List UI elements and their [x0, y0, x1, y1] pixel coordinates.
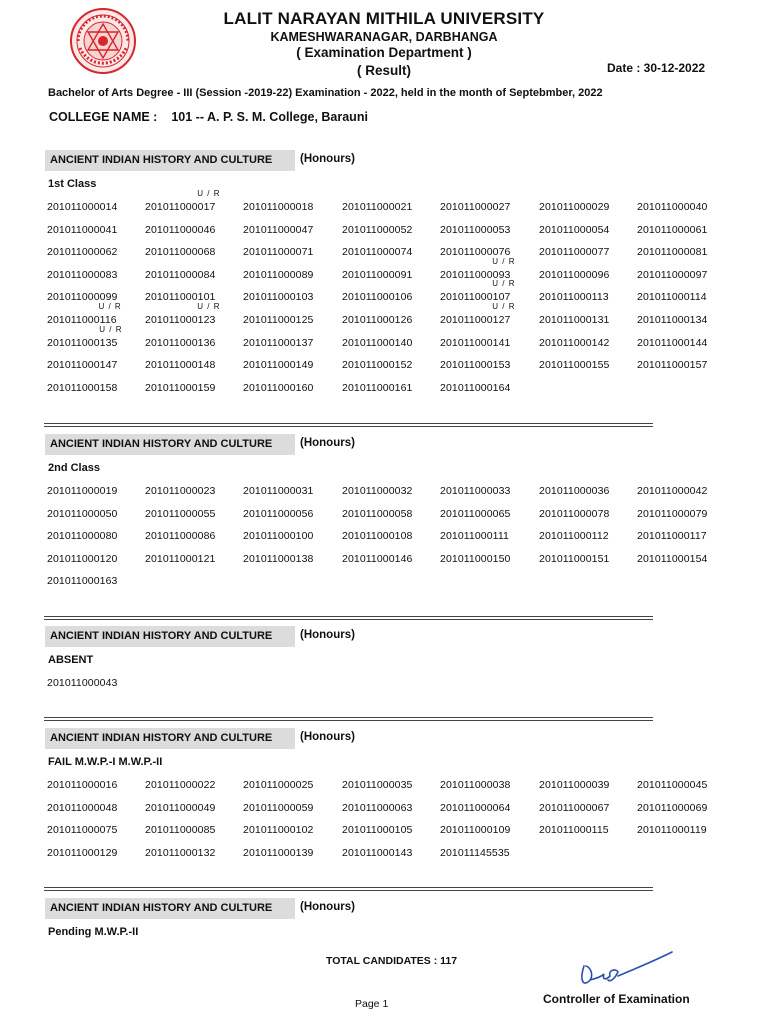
roll-number: [145, 224, 216, 236]
roll-number-text: 201011000147: [47, 359, 118, 372]
roll-number-text: 201011000058: [342, 507, 413, 520]
roll-number-text: 201011000047: [243, 223, 314, 236]
roll-number: [342, 847, 413, 859]
roll-number-text: 201011000154: [637, 552, 708, 565]
roll-number-text: 201011000052: [342, 223, 413, 236]
roll-number-text: 201011000050: [47, 507, 118, 520]
roll-number-text: 201011000120: [47, 552, 118, 565]
roll-number: [47, 382, 118, 394]
roll-number-text: 201011000161: [342, 381, 413, 394]
ur-mark: U / R: [492, 302, 516, 311]
roll-number-text: 201011000022: [145, 779, 216, 791]
roll-number: [637, 553, 708, 565]
roll-number: [342, 485, 413, 497]
roll-number: [145, 779, 216, 791]
roll-number-text: 201011000108: [342, 530, 413, 543]
roll-number-text: 201011000021: [342, 201, 413, 213]
roll-number-text: 201011000055: [145, 507, 216, 520]
roll-number-text: 201011000103: [243, 291, 314, 304]
roll-number-text: 201011000127: [440, 314, 511, 326]
roll-number-text: 201011000140: [342, 336, 413, 349]
roll-number-text: 201011000121: [145, 552, 216, 565]
roll-number: [637, 508, 708, 520]
roll-number-text: 201011000080: [47, 530, 118, 543]
roll-number: [342, 382, 413, 394]
roll-number: [539, 530, 609, 542]
section-subject-header: [45, 626, 295, 647]
roll-number-text: 201011000114: [637, 291, 707, 304]
roll-number-text: 201011000049: [145, 801, 216, 814]
roll-number: [342, 530, 413, 542]
roll-number-text: 201011000153: [440, 359, 511, 372]
roll-number: [440, 359, 511, 371]
roll-number-text: 201011000151: [539, 552, 610, 565]
roll-number: [47, 824, 118, 836]
roll-number: [342, 269, 413, 281]
roll-number-text: 201011000085: [145, 824, 216, 837]
roll-number-text: 201011000105: [342, 824, 413, 837]
roll-number-text: 201011000038: [440, 779, 511, 791]
page-number: Page 1: [355, 998, 389, 1010]
roll-number: [539, 779, 610, 791]
roll-number: [539, 314, 610, 326]
roll-number-text: 201011000056: [243, 507, 314, 520]
roll-number: [47, 802, 118, 814]
roll-number-text: 201011000079: [637, 507, 708, 520]
section-type: (Honours): [300, 437, 355, 449]
roll-number-text: 201011000054: [539, 223, 610, 236]
section-category: ABSENT: [48, 654, 94, 666]
roll-number: [243, 337, 314, 349]
section-divider: [44, 616, 653, 620]
roll-number: [47, 508, 118, 520]
section-type: (Honours): [300, 629, 355, 641]
roll-number: [539, 337, 610, 349]
roll-number: [637, 779, 708, 791]
roll-number-text: 201011000043: [47, 677, 118, 689]
roll-number: [342, 291, 413, 303]
roll-number-text: 201011000164: [440, 381, 511, 394]
roll-number-text: 201011000155: [539, 359, 610, 372]
roll-number-text: 201011000076: [440, 246, 511, 259]
roll-number-text: 201011000068: [145, 246, 216, 259]
roll-number: [243, 553, 314, 565]
roll-number: [243, 802, 314, 814]
roll-number: [145, 246, 216, 258]
roll-number: [243, 246, 314, 258]
roll-number-text: 201011000053: [440, 223, 511, 236]
roll-number: [145, 189, 221, 213]
department-title: ( Examination Department ): [296, 45, 472, 60]
roll-number-text: 201011000159: [145, 381, 216, 394]
roll-number: [539, 485, 610, 497]
roll-number-text: 201011000059: [243, 801, 314, 814]
roll-number-text: 201011000160: [243, 381, 314, 394]
roll-number: [539, 359, 610, 371]
section-category: 1st Class: [48, 178, 97, 190]
roll-number-text: 201011000138: [243, 552, 314, 565]
roll-number: [440, 847, 510, 859]
roll-number-text: 201011000111: [440, 530, 509, 543]
roll-number-text: 201011000045: [637, 779, 708, 791]
roll-number-text: 201011000062: [47, 246, 118, 259]
roll-number: [440, 302, 516, 326]
ur-mark: U / R: [197, 302, 221, 311]
result-title: ( Result): [357, 63, 411, 78]
roll-number: [243, 359, 314, 371]
roll-number-text: 201011000018: [243, 201, 314, 213]
roll-number-text: 201011000132: [145, 846, 216, 859]
roll-number-text: 201011000065: [440, 507, 511, 520]
roll-number: [440, 201, 511, 213]
roll-number: [47, 201, 118, 213]
roll-number: [440, 382, 511, 394]
roll-number: [145, 485, 216, 497]
roll-number-text: 201011000126: [342, 314, 413, 326]
roll-number-text: 201011000112: [539, 530, 609, 543]
roll-number: [243, 530, 314, 542]
section-subject-header: [45, 434, 295, 455]
result-date: Date : 30-12-2022: [607, 61, 706, 75]
roll-number: [145, 847, 216, 859]
section-category: 2nd Class: [48, 462, 100, 474]
roll-number-text: 201011000117: [637, 530, 707, 543]
roll-number: [637, 201, 708, 213]
ur-mark: U / R: [98, 302, 122, 311]
roll-number: [342, 246, 413, 258]
roll-number-text: 201011000144: [637, 336, 708, 349]
section-category: FAIL M.W.P.-I M.W.P.-II: [48, 756, 163, 768]
roll-number-text: 201011000152: [342, 359, 413, 372]
roll-number-text: 201011000071: [243, 246, 314, 259]
controller-signature: [572, 950, 676, 990]
section-subject: ANCIENT INDIAN HISTORY AND CULTURE: [50, 630, 273, 642]
roll-number: [47, 246, 118, 258]
roll-number-text: 201011000016: [47, 779, 118, 791]
roll-number-text: 201011000063: [342, 801, 413, 814]
college-name: [49, 110, 368, 124]
roll-number-text: 201011000036: [539, 485, 610, 497]
roll-number: [342, 201, 413, 213]
roll-number-text: 201011000119: [637, 824, 707, 837]
roll-number: [637, 824, 707, 836]
roll-number-text: 201011000158: [47, 381, 118, 394]
roll-number: [637, 246, 708, 258]
roll-number: [440, 224, 511, 236]
roll-number-text: 201011000033: [440, 485, 511, 497]
roll-number-text: 201011000064: [440, 801, 511, 814]
roll-number: [145, 359, 216, 371]
roll-number: [243, 779, 314, 791]
roll-number: [145, 269, 216, 281]
roll-number: [243, 269, 314, 281]
roll-number: [47, 677, 118, 689]
roll-number: [243, 847, 314, 859]
roll-number: [637, 359, 708, 371]
roll-number: [539, 824, 609, 836]
section-category: Pending M.W.P.-II: [48, 926, 139, 938]
roll-number: [342, 337, 413, 349]
roll-number: [47, 553, 118, 565]
roll-number: [637, 291, 707, 303]
roll-number-text: 201011000096: [539, 268, 610, 281]
roll-number-text: 201011000039: [539, 779, 610, 791]
roll-number: [539, 291, 609, 303]
roll-number: [47, 485, 118, 497]
college-value: 101 -- A. P. S. M. College, Barauni: [171, 110, 368, 124]
roll-number-text: 201011000019: [47, 485, 118, 497]
section-subject: ANCIENT INDIAN HISTORY AND CULTURE: [50, 438, 273, 450]
roll-number-text: 201011000029: [539, 201, 610, 213]
roll-number: [243, 824, 314, 836]
roll-number-text: 201011000142: [539, 336, 610, 349]
roll-number: [342, 553, 413, 565]
roll-number-text: 201011000089: [243, 268, 314, 281]
roll-number: [243, 485, 314, 497]
roll-number-text: 201011000041: [47, 223, 118, 236]
roll-number-text: 201011000023: [145, 485, 216, 497]
roll-number: [145, 802, 216, 814]
roll-number: [243, 508, 314, 520]
roll-number: [342, 779, 413, 791]
roll-number-text: 201011000075: [47, 824, 118, 837]
university-place: KAMESHWARANAGAR, DARBHANGA: [270, 30, 498, 44]
roll-number: [440, 508, 511, 520]
roll-number-text: 201011000069: [637, 801, 708, 814]
roll-number-text: 201011000099: [47, 291, 118, 304]
roll-number-text: 201011000123: [145, 314, 216, 326]
roll-number: [539, 246, 610, 258]
roll-number-text: 201011000141: [440, 336, 511, 349]
roll-number: [145, 553, 216, 565]
roll-number-text: 201011000032: [342, 485, 413, 497]
roll-number: [47, 269, 118, 281]
roll-number: [145, 508, 216, 520]
roll-number: [243, 201, 314, 213]
roll-number-text: 201011000148: [145, 359, 216, 372]
roll-number: [342, 314, 413, 326]
roll-number: [47, 224, 118, 236]
roll-number: [440, 530, 509, 542]
roll-number-text: 201011000106: [342, 291, 413, 304]
roll-number-text: 201011000131: [539, 314, 610, 326]
roll-number: [539, 269, 610, 281]
roll-number-text: 201011000091: [342, 268, 413, 281]
roll-number-text: 201011000129: [47, 846, 118, 859]
roll-number-text: 201011000061: [637, 223, 708, 236]
roll-number: [145, 382, 216, 394]
roll-number-text: 201011000157: [637, 359, 708, 372]
roll-number-text: 201011000113: [539, 291, 609, 304]
roll-number: [47, 779, 118, 791]
roll-number-text: 201011000040: [637, 201, 708, 213]
section-type: (Honours): [300, 731, 355, 743]
roll-number: [145, 530, 216, 542]
section-subject: ANCIENT INDIAN HISTORY AND CULTURE: [50, 902, 273, 914]
roll-number-text: 201011000102: [243, 824, 314, 837]
controller-title: Controller of Examination: [543, 992, 690, 1006]
roll-number-text: 201011000134: [637, 314, 708, 326]
roll-number: [47, 530, 118, 542]
roll-number: [637, 485, 708, 497]
roll-number: [342, 508, 413, 520]
roll-number-text: 201011000078: [539, 507, 610, 520]
roll-number: [637, 314, 708, 326]
roll-number: [47, 575, 118, 587]
ur-mark: U / R: [197, 189, 221, 198]
roll-number: [47, 359, 118, 371]
roll-number: [440, 802, 511, 814]
roll-number-text: 201011000139: [243, 846, 314, 859]
ur-mark: U / R: [99, 324, 123, 334]
roll-number-text: 201011000101: [145, 291, 216, 304]
roll-number-text: 201011000143: [342, 846, 413, 859]
roll-number-text: 201011000149: [243, 359, 314, 372]
total-candidates: TOTAL CANDIDATES : 117: [326, 955, 458, 967]
section-subject-header: [45, 150, 295, 171]
roll-number: [539, 802, 610, 814]
roll-number-text: 201011000074: [342, 246, 413, 259]
roll-number-text: 201011000031: [243, 485, 314, 497]
roll-number: [47, 847, 118, 859]
roll-number-text: 201011000100: [243, 530, 314, 543]
roll-number-text: 201011000137: [243, 336, 314, 349]
roll-number-text: 201011000136: [145, 336, 216, 349]
roll-number: [342, 824, 413, 836]
roll-number-text: 201011000109: [440, 824, 511, 837]
roll-number: [243, 382, 314, 394]
roll-number: [637, 337, 708, 349]
roll-number: [637, 802, 708, 814]
ur-mark: U / R: [492, 279, 516, 289]
section-divider: [44, 717, 653, 721]
roll-number: [342, 224, 413, 236]
roll-number-text: 201011000067: [539, 801, 610, 814]
roll-number: [539, 224, 610, 236]
roll-number: [342, 802, 413, 814]
roll-number-text: 201011000084: [145, 268, 216, 281]
roll-number-text: 201011000097: [637, 268, 708, 281]
roll-number-text: 201011000163: [47, 575, 118, 588]
roll-number-text: 201011000083: [47, 268, 118, 281]
roll-number: [145, 302, 221, 326]
roll-number-text: 201011000027: [440, 201, 511, 213]
section-type: (Honours): [300, 901, 355, 913]
roll-number-text: 201011000086: [145, 530, 216, 543]
roll-number: [243, 314, 314, 326]
university-name: LALIT NARAYAN MITHILA UNIVERSITY: [223, 9, 545, 28]
roll-number: [440, 824, 511, 836]
roll-number: [637, 530, 707, 542]
roll-number-text: 201011000116: [47, 314, 117, 326]
roll-number: [440, 779, 511, 791]
section-divider: [44, 423, 653, 427]
exam-description: Bachelor of Arts Degree - III (Session -2019-22) Examination - 2022, held in the month of Septebmber, 2022: [48, 87, 603, 99]
roll-number: [539, 508, 610, 520]
section-type: (Honours): [300, 153, 355, 165]
roll-number-text: 201011145535: [440, 846, 510, 859]
section-subject: ANCIENT INDIAN HISTORY AND CULTURE: [50, 732, 273, 744]
roll-number-text: 201011000081: [637, 246, 708, 259]
roll-number: [145, 824, 216, 836]
section-divider: [44, 887, 653, 891]
roll-number: [243, 224, 314, 236]
roll-number: [440, 337, 511, 349]
roll-number-text: 201011000017: [145, 201, 216, 213]
roll-number: [145, 337, 216, 349]
college-label: COLLEGE NAME :: [49, 110, 158, 124]
roll-number: [539, 201, 610, 213]
roll-number: [243, 291, 314, 303]
roll-number: [440, 553, 511, 565]
roll-number: [637, 224, 708, 236]
section-subject-header: [45, 898, 295, 919]
roll-number-text: 201011000093: [440, 268, 511, 281]
roll-number-text: 201011000146: [342, 552, 413, 565]
roll-number: [47, 324, 123, 349]
roll-number-text: 201011000035: [342, 779, 413, 791]
roll-number-text: 201011000115: [539, 824, 609, 837]
roll-number-text: 201011000107: [440, 291, 511, 304]
roll-number: [440, 485, 511, 497]
roll-number-text: 201011000150: [440, 552, 511, 565]
roll-number-text: 201011000125: [243, 314, 314, 326]
roll-number-text: 201011000025: [243, 779, 314, 791]
roll-number-text: 201011000077: [539, 246, 610, 259]
roll-number-text: 201011000042: [637, 485, 708, 497]
section-subject: ANCIENT INDIAN HISTORY AND CULTURE: [50, 154, 273, 166]
roll-number: [637, 269, 708, 281]
ur-mark: U / R: [492, 256, 516, 266]
roll-number-text: 201011000048: [47, 801, 118, 814]
roll-number-text: 201011000135: [47, 336, 118, 349]
roll-number: [342, 359, 413, 371]
roll-number-text: 201011000046: [145, 223, 216, 236]
roll-number: [539, 553, 610, 565]
roll-number-text: 201011000014: [47, 201, 118, 213]
section-subject-header: [45, 728, 295, 749]
